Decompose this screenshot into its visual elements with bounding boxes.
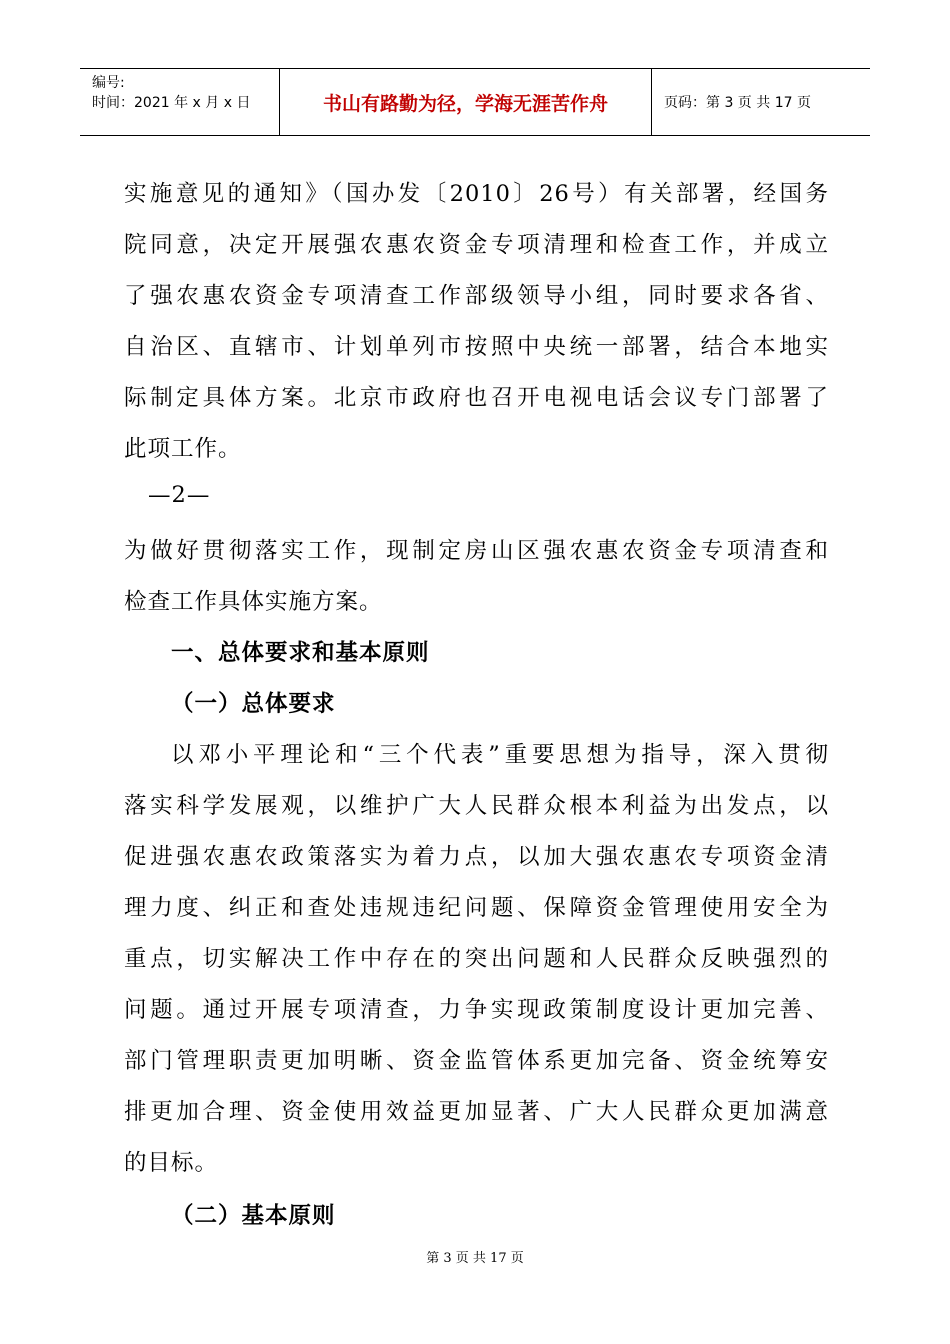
paragraph-line: 检查工作具体实施方案。 (124, 589, 383, 615)
paragraph-line: 院同意，决定开展强农惠农资金专项清理和检查工作，并成立 (124, 232, 829, 258)
paragraph-line: 此项工作。 (124, 436, 242, 462)
paragraph-line: 以邓小平理论和“三个代表”重要思想为指导，深入贯彻 (171, 742, 829, 768)
paragraph-line: 实施意见的通知》（国办发〔2010〕26号）有关部署，经国务 (124, 181, 829, 207)
page-header (80, 68, 870, 136)
paragraph-line: 重点，切实解决工作中存在的突出问题和人民群众反映强烈的 (124, 946, 829, 972)
subsection-heading: （二）基本原则 (171, 1203, 336, 1229)
paragraph-line: 问题。通过开展专项清查，力争实现政策制度设计更加完善、 (124, 997, 829, 1023)
subsection-heading: （一）总体要求 (171, 691, 336, 717)
paragraph-line: 为做好贯彻落实工作，现制定房山区强农惠农资金专项清查和 (124, 538, 829, 564)
paragraph-line: 促进强农惠农政策落实为着力点，以加大强农惠农专项资金清 (124, 844, 829, 870)
header-motto: 书山有路勤为径，学海无涯苦作舟 (280, 69, 652, 135)
paragraph-line: 理力度、纠正和查处违规违纪问题、保障资金管理使用安全为 (124, 895, 829, 921)
document-number-label: 编号: (92, 75, 125, 91)
page-footer: 第 3 页 共 17 页 (426, 1251, 524, 1266)
header-meta (80, 69, 280, 135)
paragraph-line: 排更加合理、资金使用效益更加显著、广大人民群众更加满意 (124, 1099, 829, 1125)
header-page-info: 页码：第 3 页 共 17 页 (664, 95, 811, 111)
document-date: 时间：2021 年 x 月 x 日 (92, 95, 251, 111)
paragraph-line: 自治区、直辖市、计划单列市按照中央统一部署，结合本地实 (124, 334, 829, 360)
paragraph-line: 际制定具体方案。北京市政府也召开电视电话会议专门部署了 (124, 385, 829, 411)
paragraph-line: 部门管理职责更加明晰、资金监管体系更加完备、资金统筹安 (124, 1048, 829, 1074)
paragraph-line: 落实科学发展观，以维护广大人民群众根本利益为出发点，以 (124, 793, 829, 819)
paragraph-line: 的目标。 (124, 1150, 219, 1176)
paragraph-line: 了强农惠农资金专项清查工作部级领导小组，同时要求各省、 (124, 283, 829, 309)
section-heading: 一、总体要求和基本原则 (171, 640, 430, 666)
page-marker: —2— (148, 482, 211, 508)
